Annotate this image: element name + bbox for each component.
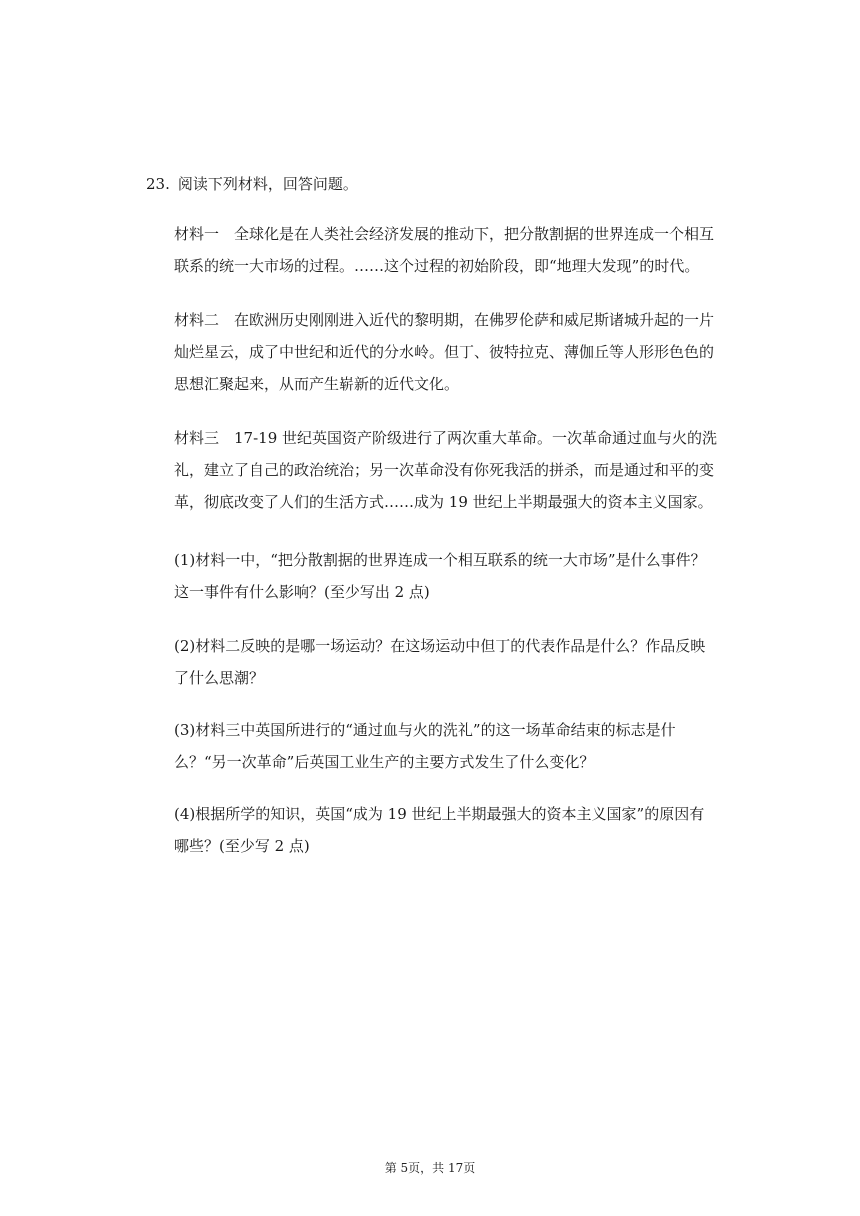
material-line: 革，彻底改变了人们的生活方式……成为 19 世纪上半期最强大的资本主义国家。: [174, 493, 713, 511]
page-footer: 第 5页，共 17页: [384, 1161, 476, 1175]
subquestion-line: 了什么思潮？: [174, 669, 265, 687]
material-label: 材料一: [174, 225, 220, 243]
subquestion-line: (2)材料二反映的是哪一场运动？在这场运动中但丁的代表作品是什么？作品反映: [174, 637, 706, 655]
subquestion-line: 这一事件有什么影响？(至少写出 2 点): [174, 583, 430, 601]
question-number: 23.: [146, 175, 170, 193]
material-line: [174, 304, 724, 336]
subquestion-line: 么？“另一次革命”后英国工业生产的主要方式发生了什么变化？: [174, 753, 595, 771]
material-label: 材料三: [174, 429, 220, 447]
subquestion-1: [174, 544, 724, 608]
subquestion-line: (3)材料三中英国所进行的“通过血与火的洗礼”的这一场革命结束的标志是什: [174, 721, 676, 739]
material-text: 17-19 世纪英国资产阶级进行了两次重大革命。一次革命通过血与火的洗: [234, 429, 718, 447]
material-line: 灿烂星云，成了中世纪和近代的分水岭。但丁、彼特拉克、薄伽丘等人形形色色的: [174, 343, 715, 361]
subquestion-2: [174, 630, 724, 694]
question-prompt: 阅读下列材料，回答问题。: [177, 175, 358, 193]
material-line: 联系的统一大市场的过程。……这个过程的初始阶段，即“地理大发现”的时代。: [174, 257, 700, 275]
material-2: [174, 304, 724, 400]
material-line: [174, 422, 724, 454]
material-line: 礼，建立了自己的政治统治；另一次革命没有你死我活的拼杀，而是通过和平的变: [174, 461, 715, 479]
material-label: 材料二: [174, 311, 220, 329]
material-line: [174, 218, 724, 250]
material-3: [174, 422, 724, 518]
subquestion-line: (4)根据所学的知识，英国“成为 19 世纪上半期最强大的资本主义国家”的原因有: [174, 805, 705, 823]
material-1: [174, 218, 724, 282]
subquestion-3: [174, 714, 724, 778]
question-header: [146, 174, 358, 194]
subquestion-line: (1)材料一中，“把分散割据的世界连成一个相互联系的统一大市场”是什么事件？: [174, 551, 706, 569]
subquestion-line: 哪些？(至少写 2 点): [174, 837, 310, 855]
material-text: 在欧洲历史刚刚进入近代的黎明期，在佛罗伦萨和威尼斯诸城升起的一片: [234, 311, 715, 329]
material-line: 思想汇聚起来，从而产生崭新的近代文化。: [174, 375, 460, 393]
material-text: 全球化是在人类社会经济发展的推动下，把分散割据的世界连成一个相互: [234, 225, 715, 243]
subquestion-4: [174, 798, 724, 862]
